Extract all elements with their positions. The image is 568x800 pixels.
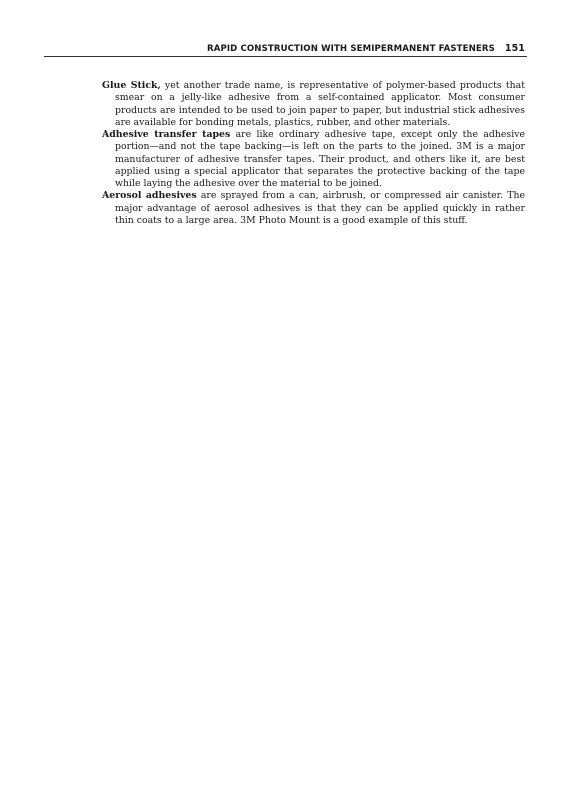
page-number: 151	[504, 43, 525, 54]
entry-glue-stick	[102, 80, 525, 129]
running-title: RAPID CONSTRUCTION WITH SEMIPERMANENT FASTENERS	[207, 44, 495, 54]
running-header	[44, 40, 527, 57]
entry-adhesive-transfer-tapes	[102, 129, 525, 190]
entry-term: Adhesive transfer tapes	[102, 129, 231, 140]
entry-term: Glue Stick,	[102, 80, 161, 91]
entry-description: are like ordinary adhesive tape, except only the adhesive portion—and not the tape backing—is left on the parts to the joined. 3M is a major manufacturer of adhesive transfer tapes. Their product, and others like it, are best applied using a special applicator that separates the protective backing of the tape while laying the adhesive over the material to be joined.	[115, 129, 525, 189]
entry-description: yet another trade name, is representative of polymer-based products that smear on a jelly-like adhesive from a self-contained applicator. Most consumer products are intended to be used to join paper to paper, but industrial stick adhesives are available for bonding metals, plastics, rubber, and other materials.	[115, 80, 525, 128]
entry-term: Aerosol adhesives	[102, 190, 197, 202]
entry-aerosol-adhesives	[102, 190, 525, 227]
entry-description: are sprayed from a can, airbrush, or compressed air canister. The major advantage of aerosol adhesives is that they can be applied quickly in rather thin coats to a large area. 3M Photo Mount is a good example of this stuff.	[115, 190, 525, 226]
body-text	[102, 80, 525, 227]
